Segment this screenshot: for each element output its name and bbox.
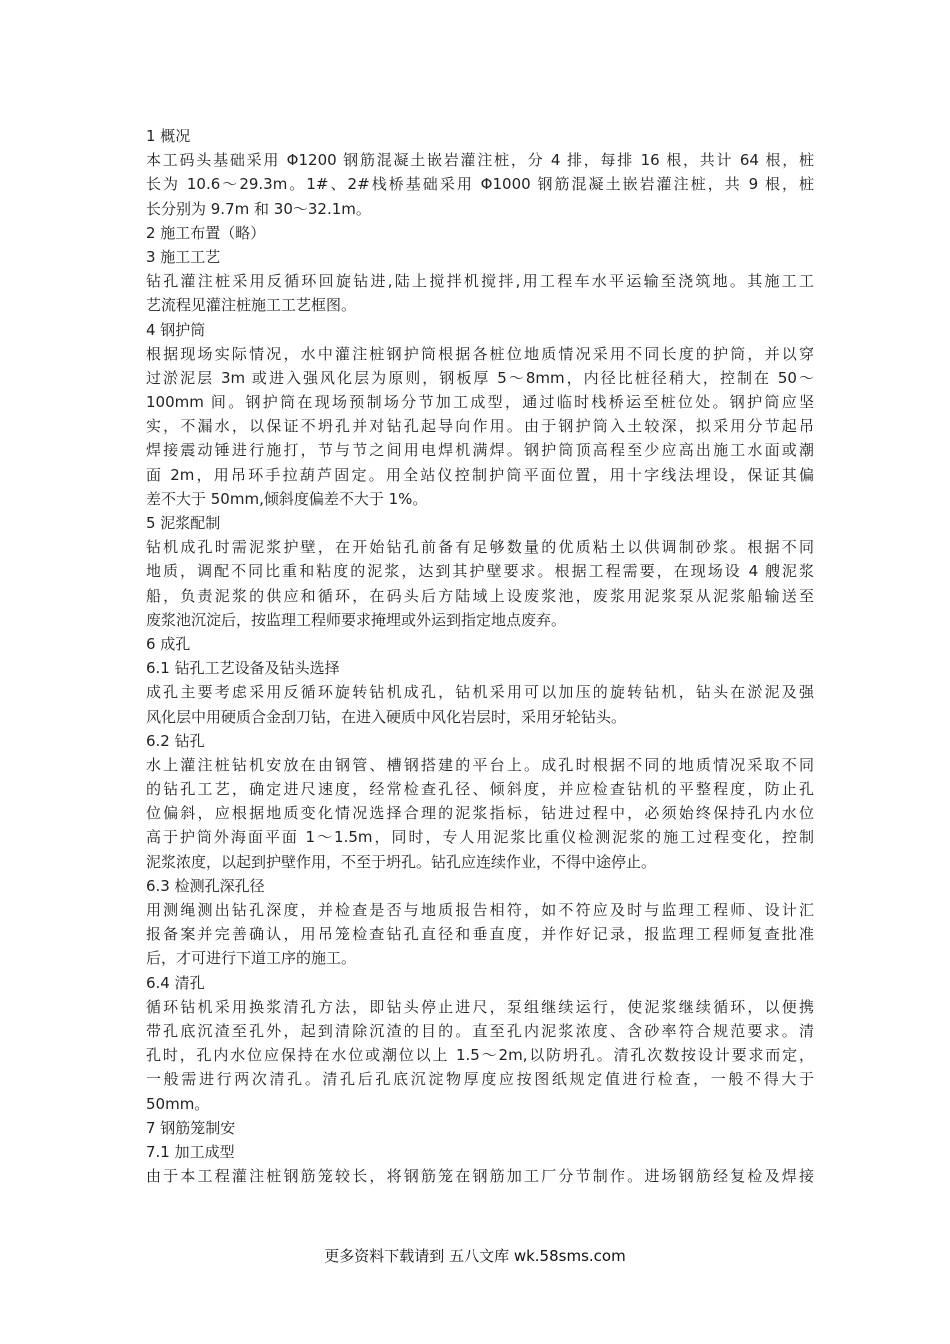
section-heading: 6.3 检测孔深孔径	[146, 876, 265, 895]
paragraph-line: 后，才可进行下道工序的施工。	[146, 949, 357, 968]
paragraph-line: 孔时，孔内水位应保持在水位或潮位以上 1.5～2m,以防坍孔。清孔次数按设计要求而定，	[146, 1046, 814, 1065]
paragraph-line: 的钻孔工艺，确定进尺速度，经常检查孔径、倾斜度，并应检查钻机的平整程度，防止孔	[146, 780, 814, 799]
paragraph-line: 长为 10.6～29.3m。1#、2#栈桥基础采用 Φ1000 钢筋混凝土嵌岩灌注桩，共 9 根，桩	[146, 175, 814, 194]
section-heading: 2 施工布置（略）	[146, 223, 266, 242]
paragraph-line: 长分别为 9.7m 和 30～32.1m。	[146, 199, 371, 218]
paragraph-line: 实，不漏水，以保证不坍孔并对钻孔起导向作用。由于钢护筒入土较深，拟采用分节起吊	[146, 417, 814, 436]
paragraph-line: 水上灌注桩钻机安放在由钢管、槽钢搭建的平台上。成孔时根据不同的地质情况采取不同	[146, 755, 814, 774]
section-heading: 6.4 清孔	[146, 973, 205, 992]
paragraph-line: 钻机成孔时需泥浆护壁，在开始钻孔前备有足够数量的优质粘土以供调制砂浆。根据不同	[146, 538, 814, 557]
section-heading: 6.2 钻孔	[146, 731, 205, 750]
paragraph-line: 船，负责泥浆的供应和循环，在码头后方陆域上设废浆池，废浆用泥浆泵从泥浆船输送至	[146, 586, 814, 605]
paragraph-line: 废浆池沉淀后，按监理工程师要求掩埋或外运到指定地点废弃。	[146, 610, 567, 629]
paragraph-line: 位偏斜，应根据地质变化情况选择合理的泥浆指标，钻进过程中，必须始终保持孔内水位	[146, 804, 814, 823]
paragraph-line: 地质，调配不同比重和粘度的泥浆，达到其护壁要求。根据工程需要，在现场设 4 艘泥浆	[146, 562, 814, 581]
paragraph-line: 成孔主要考虑采用反循环旋转钻机成孔，钻机采用可以加压的旋转钻机，钻头在淤泥及强	[146, 683, 814, 702]
paragraph-line: 艺流程见灌注桩施工工艺框图。	[146, 296, 357, 315]
paragraph-line: 泥浆浓度，以起到护壁作用，不至于坍孔。钻孔应连续作业，不得中途停止。	[146, 852, 657, 871]
section-heading: 3 施工工艺	[146, 247, 221, 266]
section-heading: 7.1 加工成型	[146, 1142, 235, 1161]
paragraph-line: 差不大于 50mm,倾斜度偏差不大于 1%。	[146, 489, 428, 508]
paragraph-line: 过淤泥层 3m 或进入强风化层为原则，钢板厚 5～8mm，内径比桩径稍大，控制在 50～	[146, 368, 814, 387]
section-heading: 7 钢筋笼制安	[146, 1118, 236, 1137]
section-heading: 6 成孔	[146, 634, 191, 653]
paragraph-line: 风化层中用硬质合金刮刀钻，在进入硬质中风化岩层时，采用牙轮钻头。	[146, 707, 627, 726]
paragraph-line: 循环钻机采用换浆清孔方法，即钻头停止进尺，泵组继续运行，使泥浆继续循环，以便携	[146, 997, 814, 1016]
paragraph-line: 报备案并完善确认，用吊笼检查钻孔直径和垂直度，并作好记录，报监理工程师复查批准	[146, 925, 814, 944]
paragraph-line: 根据现场实际情况，水中灌注桩钢护筒根据各桩位地质情况采用不同长度的护筒，并以穿	[146, 344, 814, 363]
paragraph-line: 面 2m，用吊环手拉葫芦固定。用全站仪控制护筒平面位置，用十字线法埋设，保证其偏	[146, 465, 814, 484]
document-body	[146, 124, 814, 1188]
paragraph-line: 本工码头基础采用 Φ1200 钢筋混凝土嵌岩灌注桩，分 4 排，每排 16 根，共计 64 根，桩	[146, 151, 814, 170]
paragraph-line: 带孔底沉渣至孔外，起到清除沉渣的目的。直至孔内泥浆浓度、含砂率符合规范要求。清	[146, 1021, 814, 1040]
section-heading: 4 钢护筒	[146, 320, 206, 339]
paragraph-line: 钻孔灌注桩采用反循环回旋钻进,陆上搅拌机搅拌,用工程车水平运输至浇筑地。其施工工	[146, 272, 814, 291]
paragraph-line: 50mm。	[146, 1094, 210, 1113]
paragraph-line: 高于护筒外海面平面 1～1.5m，同时，专人用泥浆比重仪检测泥浆的施工过程变化，控制	[146, 828, 814, 847]
section-heading: 6.1 钻孔工艺设备及钻头选择	[146, 659, 340, 678]
paragraph-line: 焊接震动锤进行施打，节与节之间用电焊机满焊。钢护筒顶高程至少应高出施工水面或潮	[146, 441, 814, 460]
paragraph-line: 一般需进行两次清孔。清孔后孔底沉淀物厚度应按图纸规定值进行检查，一般不得大于	[146, 1070, 814, 1089]
paragraph-line: 由于本工程灌注桩钢筋笼较长，将钢筋笼在钢筋加工厂分节制作。进场钢筋经复检及焊接	[146, 1167, 814, 1186]
footer-text: 更多资料下载请到 五八文库 wk.58sms.com	[324, 1247, 626, 1265]
section-heading: 5 泥浆配制	[146, 514, 221, 532]
paragraph-line: 100mm 间。钢护筒在现场预制场分节加工成型，通过临时栈桥运至桩位处。钢护筒应坚	[146, 393, 814, 412]
section-heading: 1 概况	[146, 127, 191, 145]
paragraph-line: 用测绳测出钻孔深度，并检查是否与地质报告相符，如不符应及时与监理工程师、设计汇	[146, 901, 814, 919]
